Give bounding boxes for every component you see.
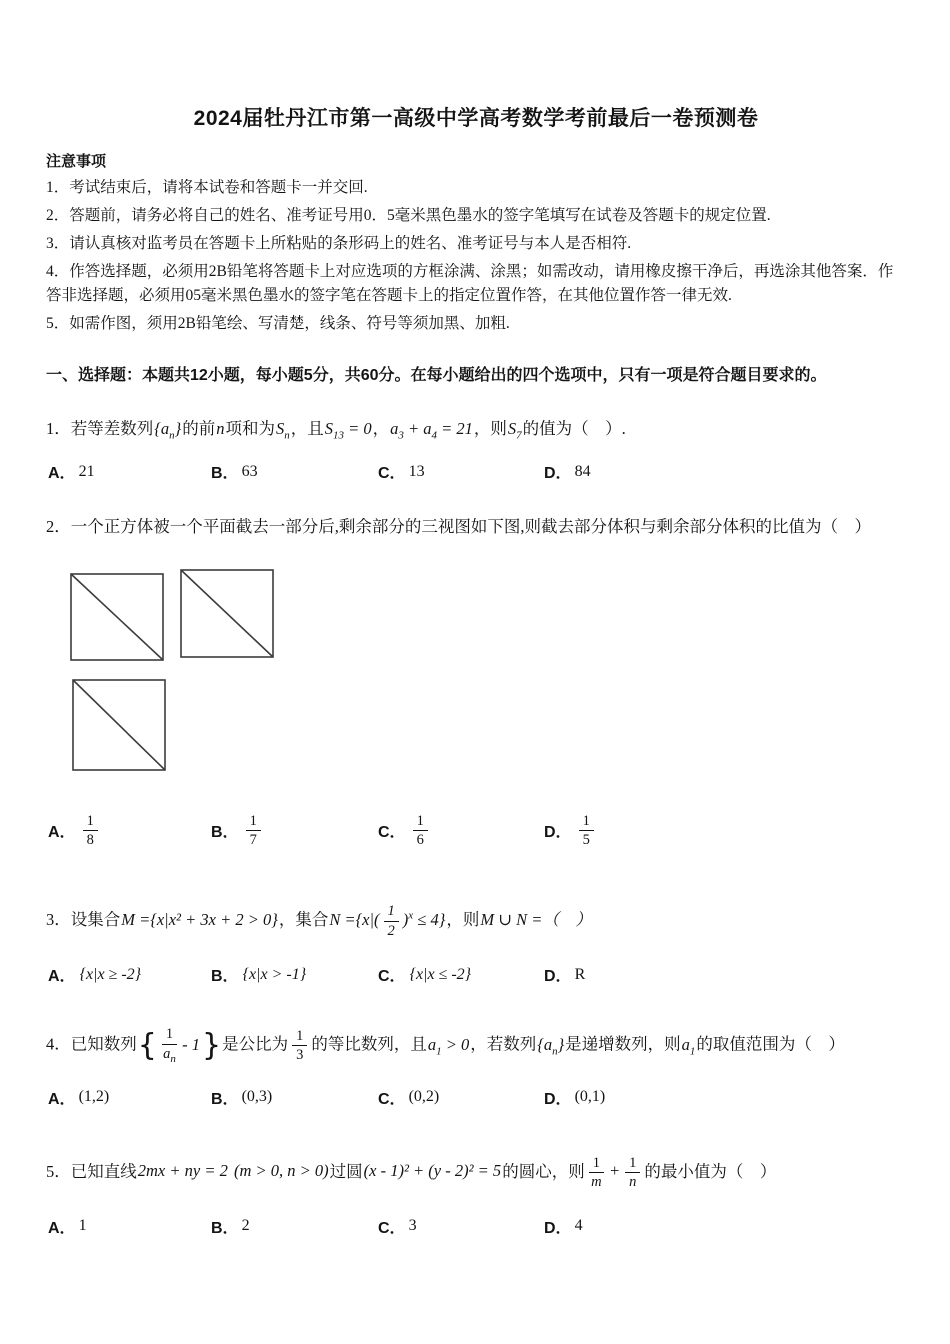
option-label: D．: [544, 1090, 572, 1108]
option-label: B．: [211, 465, 239, 483]
option-value: 1: [78, 1217, 87, 1235]
fraction: [162, 1026, 177, 1065]
text-run: 是递增数列，则: [565, 1034, 681, 1054]
option-value: 84: [574, 462, 591, 480]
numerator: 1: [162, 1026, 177, 1045]
superscript: x: [408, 909, 414, 922]
numerator: 1: [579, 813, 594, 832]
text-run: ，且: [290, 419, 324, 439]
front-view-diagonal: [71, 574, 163, 660]
var: a: [427, 1034, 437, 1054]
denominator: 3: [296, 1047, 304, 1064]
var: S: [324, 419, 333, 439]
option-label: D．: [544, 1219, 572, 1237]
question-1: [46, 413, 906, 483]
option-value: 4: [574, 1217, 583, 1235]
option-value: 63: [241, 462, 258, 480]
text-run: 的前: [182, 419, 216, 439]
var: a: [390, 419, 399, 439]
option-c: [378, 963, 544, 986]
math-run: [427, 1034, 470, 1057]
var: a: [423, 419, 432, 439]
text-run: 的取值范围为（ ）: [696, 1034, 845, 1054]
big-brace-open: {: [137, 1027, 157, 1063]
option-b: [211, 813, 378, 849]
option-label: D．: [544, 968, 572, 986]
fraction: [589, 1155, 604, 1191]
math-run: [153, 419, 182, 442]
math-run: [389, 419, 474, 442]
text-run: 3．设集合: [46, 909, 121, 929]
var: a: [160, 419, 170, 439]
constraint: (m > 0, n > 0): [233, 1161, 329, 1181]
option-label: A．: [48, 1090, 76, 1108]
math-run: [507, 419, 523, 442]
option-value: {x|x ≤ -2}: [409, 965, 472, 983]
subscript: 13: [332, 429, 344, 442]
option-label: C．: [378, 968, 406, 986]
question-2-stem: 2．一个正方体被一个平面截去一部分后,剩余部分的三视图如下图,则截去部分体积与剩余部分体积的比值为（ ）: [46, 517, 871, 537]
big-brace-close: }: [201, 1027, 222, 1063]
var: a: [163, 1045, 171, 1062]
option-d: [544, 1086, 906, 1109]
option-label: A．: [48, 1219, 76, 1237]
math-run: [681, 1034, 697, 1057]
subscript: n: [169, 429, 175, 442]
option-value: 13: [408, 462, 425, 480]
operator: +: [407, 419, 420, 439]
option-c: [378, 813, 544, 849]
brace: {: [154, 419, 161, 439]
var-n: n: [216, 419, 225, 439]
fraction: [292, 1028, 307, 1064]
fraction: [579, 813, 594, 849]
option-d: [544, 963, 906, 986]
denominator: 7: [249, 832, 257, 849]
subscript: 3: [398, 429, 404, 442]
option-label: C．: [378, 465, 406, 483]
fraction: [625, 1155, 640, 1191]
note-line-4: 4．作答选择题，必须用2B铅笔将答题卡上对应选项的方框涂满、涂黑；如需改动，请用橡皮擦干净后，再选涂其他答案．作答非选择题，必须用05毫米黑色墨水的签字笔在答题卡上的指定位置作答，在其他位置作答一律无效.: [46, 263, 894, 305]
line-equation: 2mx + ny = 2: [137, 1161, 228, 1181]
minus-one: - 1: [182, 1034, 200, 1054]
denominator: 5: [582, 832, 590, 849]
equation: = 21: [441, 419, 473, 439]
section-heading: 一、选择题：本题共12小题，每小题5分，共60分。在每小题给出的四个选项中，只有一项是符合题目要求的。: [46, 367, 827, 385]
subscript: n: [170, 1052, 176, 1065]
operator: +: [608, 1161, 621, 1181]
option-label: C．: [378, 1219, 406, 1237]
brace: }: [557, 1034, 565, 1054]
question-5-options: [46, 1215, 906, 1238]
math-run: [275, 419, 291, 442]
notes-section: [46, 150, 906, 336]
side-view-diagonal: [181, 570, 273, 657]
subscript: 1: [689, 1044, 696, 1057]
option-value: (0,3): [241, 1088, 273, 1106]
option-c: [378, 1215, 544, 1238]
numerator: 1: [384, 903, 399, 922]
option-label: B．: [211, 1219, 239, 1237]
option-b: [211, 963, 378, 986]
question-3-options: [46, 963, 906, 986]
question-2: [46, 511, 906, 849]
subscript: 1: [436, 1044, 442, 1057]
question-4: [46, 1026, 906, 1108]
circle-equation: (x - 1)² + (y - 2)² = 5: [363, 1161, 502, 1181]
option-b: [211, 460, 378, 483]
option-a: [48, 1086, 211, 1109]
option-value: (0,1): [574, 1088, 606, 1106]
option-label: C．: [378, 1090, 406, 1108]
notes-heading: 注意事项: [46, 153, 107, 170]
numerator: 1: [589, 1155, 604, 1174]
option-value: 2: [241, 1217, 250, 1235]
text-run: ，集合: [278, 909, 329, 929]
question-3-stem: [46, 903, 906, 939]
three-view-drawing: [70, 569, 360, 771]
fraction: [83, 813, 98, 849]
text-run: 5．已知直线: [46, 1161, 137, 1181]
subscript: 4: [431, 429, 437, 442]
equation: = 0: [348, 419, 372, 439]
option-value: 3: [408, 1217, 417, 1235]
math-run: ≤ 4}: [417, 909, 446, 929]
var: a: [543, 1034, 553, 1054]
option-value: 21: [78, 462, 95, 480]
option-c: [378, 460, 544, 483]
option-label: A．: [48, 824, 76, 842]
option-value: R: [574, 965, 586, 983]
fraction: [384, 903, 399, 939]
note-line-1: 1．考试结束后，请将本试卷和答题卡一并交回.: [46, 179, 368, 196]
question-3: [46, 903, 906, 986]
option-label: B．: [211, 824, 239, 842]
option-label: B．: [211, 968, 239, 986]
subscript: n: [284, 429, 290, 442]
numerator: 1: [292, 1028, 307, 1047]
option-label: C．: [378, 824, 406, 842]
subscript: n: [552, 1044, 558, 1057]
question-5-stem: [46, 1155, 906, 1191]
text-run: 是公比为: [222, 1034, 289, 1054]
question-4-stem: [46, 1026, 906, 1065]
set-n: [328, 902, 446, 939]
option-value: {x|x ≥ -2}: [79, 965, 142, 983]
union-expression: M ∪ N =（ ）: [480, 909, 592, 929]
option-label: D．: [544, 824, 572, 842]
text-run: 的圆心，则: [502, 1161, 585, 1181]
var: S: [507, 419, 517, 439]
text-run: ，若数列: [470, 1034, 537, 1054]
text-run: 的最小值为（ ）: [644, 1161, 777, 1181]
math-run: [324, 419, 373, 442]
math-run: N ={x|(: [329, 909, 380, 929]
note-line-5: 5．如需作图，须用2B铅笔绘、写清楚，线条、符号等须加黑、加粗.: [46, 315, 510, 333]
text-run: ，则: [473, 419, 507, 439]
option-a: [48, 813, 211, 849]
denominator: [162, 1045, 177, 1066]
option-a: [48, 460, 211, 483]
question-1-stem: [46, 413, 906, 446]
option-d: [544, 460, 906, 483]
math-run: [536, 1034, 565, 1057]
option-a: [48, 963, 211, 986]
option-c: [378, 1086, 544, 1109]
question-1-options: [46, 460, 906, 483]
numerator: 1: [83, 813, 98, 832]
option-value: {x|x > -1}: [242, 965, 307, 983]
page-title: 2024届牡丹江市第一高级中学高考数学考前最后一卷预测卷: [193, 107, 759, 130]
text-run: ，则: [446, 909, 480, 929]
numerator: 1: [413, 813, 428, 832]
question-4-options: [46, 1086, 906, 1109]
denominator: 6: [416, 832, 424, 849]
numerator: 1: [625, 1155, 640, 1174]
denominator: 2: [387, 922, 395, 939]
text-run: 的等比数列，且: [311, 1034, 427, 1054]
option-a: [48, 1215, 211, 1238]
text-run: 4．已知数列: [46, 1034, 137, 1054]
text-run: 的值为（ ）.: [522, 419, 626, 439]
brace: {: [537, 1034, 544, 1054]
text-run: 过圆: [329, 1161, 363, 1181]
text-run: 项和为: [225, 419, 275, 439]
option-label: A．: [48, 968, 76, 986]
note-line-3: 3．请认真核对监考员在答题卡上所粘贴的条形码上的姓名、准考证号与本人是否相符.: [46, 235, 632, 253]
option-d: [544, 1215, 906, 1238]
var: S: [275, 419, 285, 439]
option-value: (0,2): [408, 1088, 440, 1106]
option-d: [544, 813, 906, 849]
numerator: 1: [246, 813, 261, 832]
denominator: m: [591, 1174, 602, 1191]
brace: }: [174, 419, 182, 439]
question-5: [46, 1155, 906, 1238]
denominator: 8: [86, 832, 94, 849]
math-run: ): [402, 909, 409, 929]
text-run: 1．若等差数列: [46, 419, 154, 439]
option-label: B．: [211, 1090, 239, 1108]
set-m: M ={x|x² + 3x + 2 > 0}: [121, 909, 278, 929]
option-b: [211, 1086, 378, 1109]
denominator: n: [629, 1174, 637, 1191]
top-view-diagonal: [73, 680, 165, 770]
var: a: [681, 1034, 690, 1054]
inequality: > 0: [445, 1034, 470, 1054]
option-b: [211, 1215, 378, 1238]
option-value: (1,2): [78, 1088, 110, 1106]
note-line-2: 2．答题前，请务必将自己的姓名、准考证号用0．5毫米黑色墨水的签字笔填写在试卷及答题卡的规定位置.: [46, 207, 771, 225]
text-run: ，: [372, 419, 390, 439]
option-label: D．: [544, 465, 572, 483]
option-label: A．: [48, 465, 76, 483]
subscript: 7: [516, 429, 522, 442]
question-2-options: [46, 813, 906, 849]
three-view-figure: [70, 569, 906, 771]
fraction: [246, 813, 261, 849]
fraction: [413, 813, 428, 849]
